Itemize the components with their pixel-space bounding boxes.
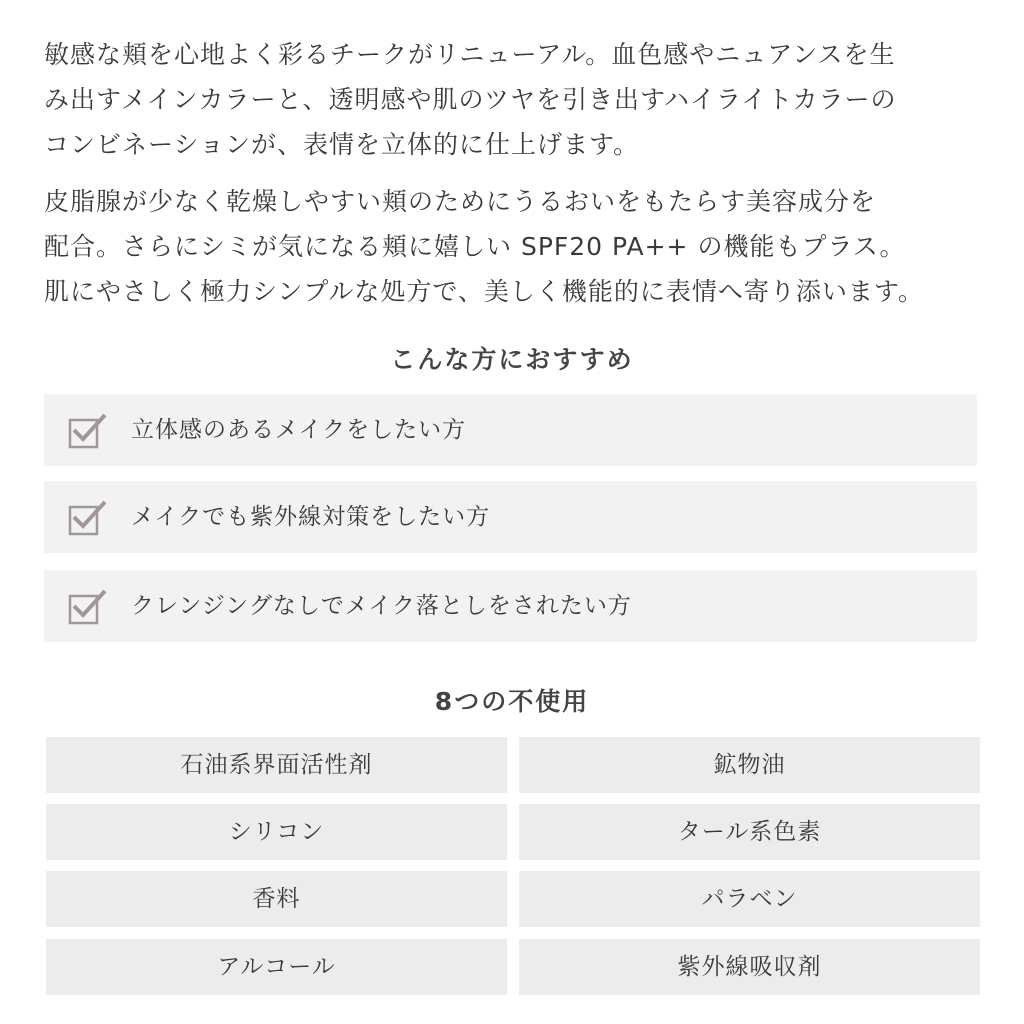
text-line: 皮脂腺が少なく乾燥しやすい頬のためにうるおいをもたらす美容成分を <box>44 187 877 216</box>
recommended-heading: こんな方におすすめ <box>390 345 634 374</box>
text-line: 敏感な頬を心地よく彩るチークがリニューアル。血色感やニュアンスを生 <box>44 40 896 69</box>
recommended-item-label: 立体感のあるメイクをしたい方 <box>131 417 467 443</box>
free-from-item: パラベン <box>519 871 980 927</box>
free-from-item: シリコン <box>46 804 507 860</box>
free-from-item: 紫外線吸収剤 <box>519 939 980 995</box>
recommended-item-label: クレンジングなしでメイク落としをされたい方 <box>131 593 632 619</box>
recommended-item <box>44 481 977 553</box>
text-line: 肌にやさしく極力シンプルな処方で、美しく機能的に表情へ寄り添います。 <box>44 277 924 306</box>
checkbox-checked-icon <box>68 587 108 625</box>
free-from-item: アルコール <box>46 939 507 995</box>
recommended-item-label: メイクでも紫外線対策をしたい方 <box>131 504 491 530</box>
text-line: 配合。さらにシミが気になる頬に嬉しい SPF20 PA++ の機能もプラス。 <box>44 232 906 261</box>
text-line: コンビネーションが、表情を立体的に仕上げます。 <box>44 130 640 159</box>
intro-paragraph-1 <box>44 32 994 167</box>
text-line: み出すメインカラーと、透明感や肌のツヤを引き出すハイライトカラーの <box>44 85 897 114</box>
free-from-item: 石油系界面活性剤 <box>46 737 507 793</box>
recommended-item <box>44 394 977 466</box>
free-from-item: 香料 <box>46 871 507 927</box>
checkbox-checked-icon <box>68 498 108 536</box>
free-from-item: 鉱物油 <box>519 737 980 793</box>
checkbox-checked-icon <box>68 411 108 449</box>
intro-paragraph-2 <box>44 179 994 314</box>
recommended-item <box>44 570 977 642</box>
free-from-heading: 8つの不使用 <box>434 687 590 716</box>
free-from-item: タール系色素 <box>519 804 980 860</box>
